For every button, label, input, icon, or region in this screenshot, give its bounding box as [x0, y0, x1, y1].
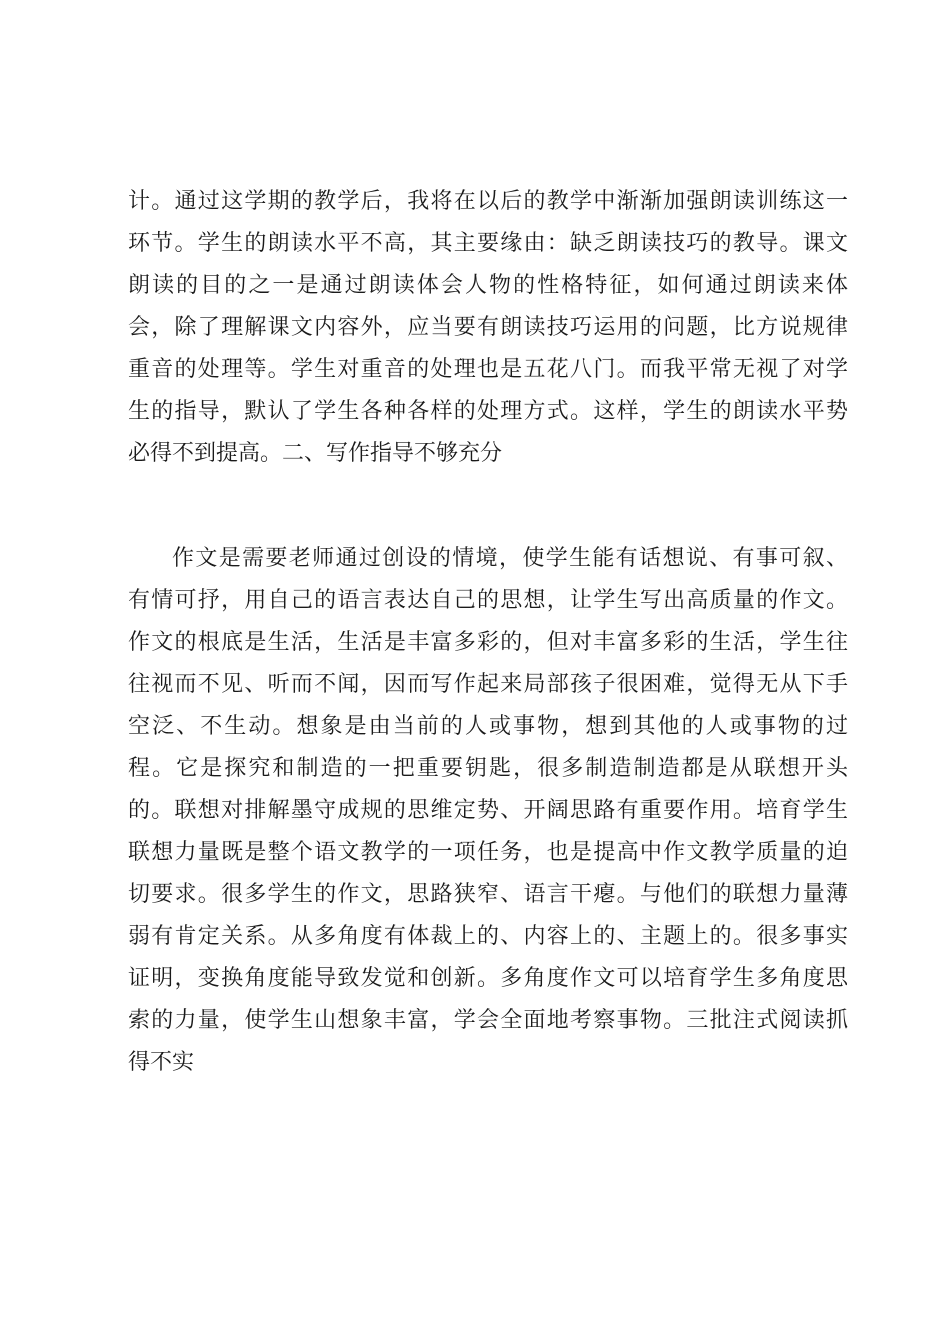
text-line: 作文是需要老师通过创设的情境，使学生能有话想说、有事可叙、 — [172, 546, 848, 571]
text-line: 往视而不见、听而不闻，因而写作起来局部孩子很困难，觉得无从下手 — [128, 672, 848, 697]
text-line: 切要求。很多学生的作文，思路狭窄、语言干瘪。与他们的联想力量薄 — [128, 882, 848, 907]
text-line: 会，除了理解课文内容外，应当要有朗读技巧运用的问题，比方说规律 — [128, 315, 848, 340]
text-line: 程。它是探究和制造的一把重要钥匙，很多制造制造都是从联想开头 — [128, 756, 848, 781]
text-line: 联想力量既是整个语文教学的一项任务，也是提高中作文教学质量的迫 — [128, 840, 848, 865]
text-line: 计。通过这学期的教学后，我将在以后的教学中渐渐加强朗读训练这一 — [128, 189, 848, 214]
text-line: 必得不到提高。二、写作指导不够充分 — [128, 441, 503, 466]
text-line: 的。联想对排解墨守成规的思维定势、开阔思路有重要作用。培育学生 — [128, 798, 848, 823]
text-line: 生的指导，默认了学生各种各样的处理方式。这样，学生的朗读水平势 — [128, 399, 848, 424]
text-line: 作文的根底是生活，生活是丰富多彩的，但对丰富多彩的生活，学生往 — [128, 630, 848, 655]
text-line: 环节。学生的朗读水平不高，其主要缘由：缺乏朗读技巧的教导。课文 — [128, 231, 848, 256]
text-line: 弱有肯定关系。从多角度有体裁上的、内容上的、主题上的。很多事实 — [128, 924, 848, 949]
text-line: 索的力量，使学生山想象丰富，学会全面地考察事物。三批注式阅读抓 — [128, 1008, 848, 1033]
text-line: 朗读的目的之一是通过朗读体会人物的性格特征，如何通过朗读来体 — [128, 273, 848, 298]
text-line: 有情可抒，用自己的语言表达自己的思想，让学生写出高质量的作文。 — [128, 588, 848, 613]
text-line: 重音的处理等。学生对重音的处理也是五花八门。而我平常无视了对学 — [128, 357, 848, 382]
text-line: 证明，变换角度能导致发觉和创新。多角度作文可以培育学生多角度思 — [128, 966, 848, 991]
paragraph-writing-guidance — [128, 538, 848, 1084]
text-line: 得不实 — [128, 1050, 195, 1075]
paragraph-reading-training — [128, 181, 848, 475]
text-line: 空泛、不生动。想象是由当前的人或事物，想到其他的人或事物的过 — [128, 714, 848, 739]
